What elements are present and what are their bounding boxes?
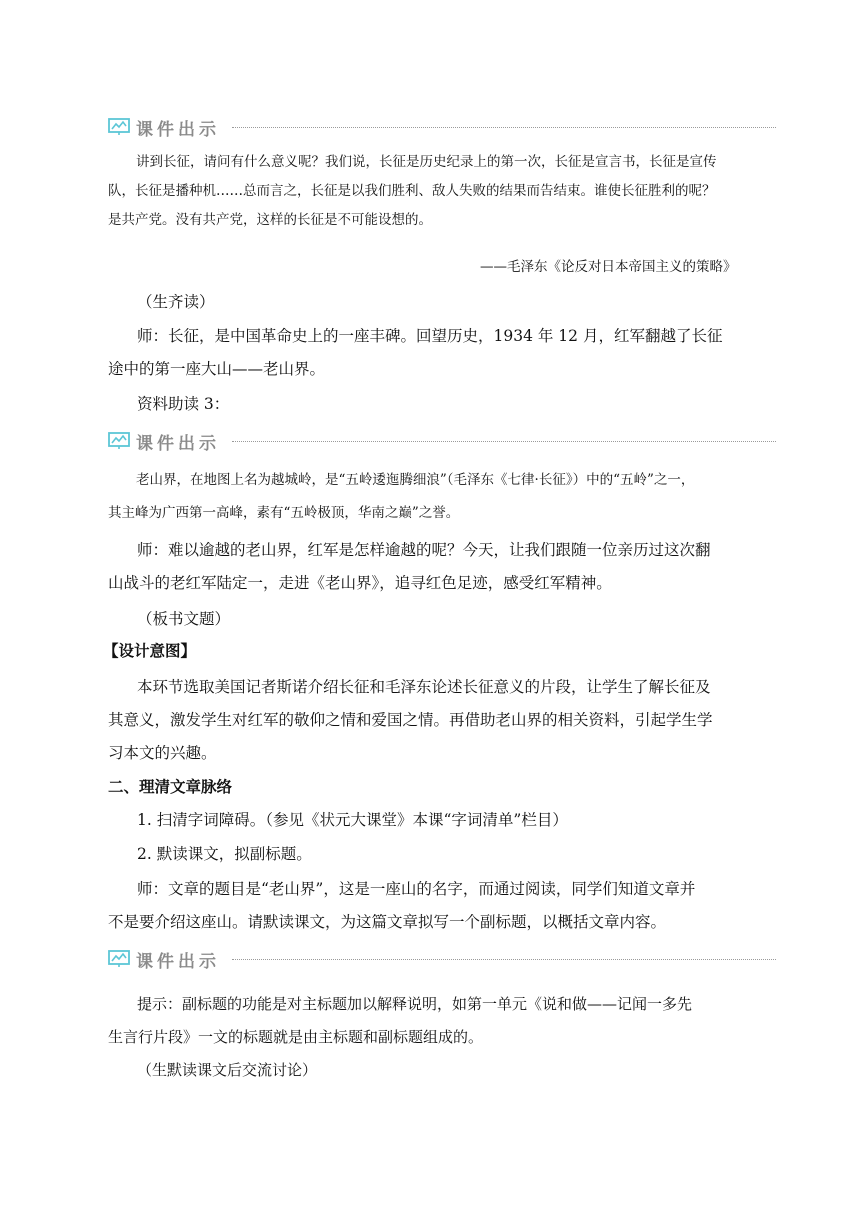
aid-text-line: 其主峰为广西第一高峰，素有“五岭极顶，华南之巅”之誉。 — [108, 505, 460, 521]
presentation-board-icon — [108, 432, 130, 450]
aid-label: 资料助读 3： — [137, 395, 230, 413]
teacher-line: 师：长征，是中国革命史上的一座丰碑。回望历史，1934 年 12 月，红军翻越了长征 — [137, 327, 723, 345]
banner-title: 课件出示 — [136, 120, 220, 140]
teacher-line: 山战斗的老红军陆定一，走进《老山界》，追寻红色足迹，感受红军精神。 — [108, 574, 612, 592]
dotted-divider — [232, 959, 776, 960]
courseware-banner — [108, 118, 776, 138]
banner-title: 课件出示 — [136, 952, 220, 972]
hint-line: 生言行片段》一文的标题就是由主标题和副标题组成的。 — [108, 1028, 484, 1046]
design-line: 本环节选取美国记者斯诺介绍长征和毛泽东论述长征意义的片段，让学生了解长征及 — [137, 678, 711, 696]
design-heading: 【设计意图】 — [103, 642, 197, 660]
quote-line: 是共产党。没有共产党，这样的长征是不可能设想的。 — [108, 212, 432, 228]
hint-line: 提示：副标题的功能是对主标题加以解释说明，如第一单元《说和做——记闻一多先 — [137, 995, 693, 1013]
step-item: 2. 默读课文，拟副标题。 — [137, 845, 312, 863]
note-board: （板书文题） — [137, 610, 231, 628]
courseware-banner — [108, 950, 776, 970]
section-heading: 二、理清文章脉络 — [108, 778, 233, 796]
dotted-divider — [232, 127, 776, 128]
note-discuss: （生默读课文后交流讨论） — [137, 1061, 318, 1079]
step-item: 1. 扫清字词障碍。（参见《状元大课堂》本课“字词清单”栏目） — [137, 811, 568, 829]
aid-text-line: 老山界，在地图上名为越城岭，是“五岭逶迤腾细浪”（毛泽东《七律·长征》）中的“五岭”之一， — [136, 472, 695, 488]
teacher-line: 师：难以逾越的老山界，红军是怎样逾越的呢？今天，让我们跟随一位亲历过这次翻 — [137, 541, 711, 559]
quote-line: 讲到长征，请问有什么意义呢？我们说，长征是历史纪录上的第一次，长征是宣言书，长征是宣传 — [136, 154, 717, 170]
teacher-line: 师：文章的题目是“老山界”，这是一座山的名字，而通过阅读，同学们知道文章并 — [137, 880, 696, 898]
presentation-board-icon — [108, 118, 130, 136]
quote-attribution: ——毛泽东《论反对日本帝国主义的策略》 — [480, 259, 737, 275]
courseware-banner — [108, 432, 776, 452]
note-read: （生齐读） — [137, 293, 215, 311]
design-line: 其意义，激发学生对红军的敬仰之情和爱国之情。再借助老山界的相关资料，引起学生学 — [108, 711, 713, 729]
design-line: 习本文的兴趣。 — [108, 744, 217, 762]
teacher-line: 途中的第一座大山——老山界。 — [108, 360, 326, 378]
quote-line: 队，长征是播种机……总而言之，长征是以我们胜利、敌人失败的结果而告结束。谁使长征胜利的呢？ — [108, 183, 716, 199]
banner-title: 课件出示 — [136, 434, 220, 454]
dotted-divider — [232, 441, 776, 442]
teacher-line: 不是要介绍这座山。请默读课文，为这篇文章拟写一个副标题，以概括文章内容。 — [108, 913, 667, 931]
presentation-board-icon — [108, 950, 130, 968]
